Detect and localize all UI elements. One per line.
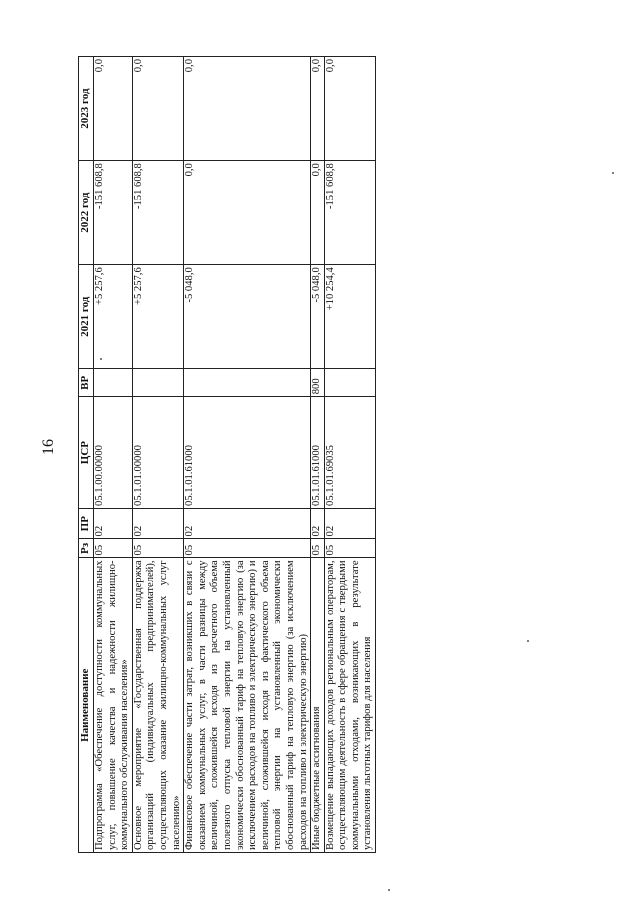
row-rz: 05: [184, 539, 311, 558]
page-number: 16: [40, 439, 57, 455]
row-2022: 0,0: [184, 161, 311, 265]
row-vr: [132, 369, 183, 397]
row-rz: 05: [311, 539, 325, 558]
row-rz: 05: [324, 539, 375, 558]
row-2021: -5 048,0: [311, 265, 325, 369]
row-vr: [184, 369, 311, 397]
row-pr: 02: [324, 508, 375, 538]
row-2023: 0,0: [132, 57, 183, 161]
header-rz: Рз: [79, 539, 94, 558]
row-name: Иные бюджетные ассигнования: [311, 558, 325, 853]
row-2021: -5 048,0: [184, 265, 311, 369]
row-pr: 02: [311, 508, 325, 538]
rotated-table-wrapper: [78, 56, 589, 853]
row-csr: 05.1.01.61000: [184, 397, 311, 509]
scan-speck: [100, 358, 102, 360]
row-csr: 05.1.01.69035: [324, 397, 375, 509]
row-vr: [94, 369, 133, 397]
table-row: [94, 57, 133, 853]
row-name: Подпрограмма «Обеспечение доступности коммунальных услуг, повышение качества и надежности жилищно-коммунального обслуживания населения»: [94, 558, 133, 853]
header-csr: ЦСР: [79, 397, 94, 509]
row-pr: 02: [184, 508, 311, 538]
row-name: Финансовое обеспечение части затрат, возникших в связи с оказанием коммунальных услуг, в части разницы между величиной, сложившейся исходя из расчетного объема полезного отпуска тепловой энергии на установленный экономически обоснованный тариф на тепловую энергию (за исключением расходов на топливо и электрическую энергию) и величиной, сложившейся исходя из фактического объема тепловой энергии на установленный экономически обоснованный тариф на тепловую энергию (за исключением расходов на топливо и электрическую энергию): [184, 558, 311, 853]
row-csr: 05.1.00.00000: [94, 397, 133, 509]
table-row: [132, 57, 183, 853]
row-csr: 05.1.01.61000: [311, 397, 325, 509]
scan-speck: [527, 640, 529, 642]
row-2022: -151 608,8: [132, 161, 183, 265]
row-2023: 0,0: [184, 57, 311, 161]
table-header-row: [79, 57, 94, 853]
row-vr: 800: [311, 369, 325, 397]
row-name: Основное мероприятие «Государственная поддержка организаций (индивидуальных предпринимателей), осуществляющих оказание жилищно-коммунальных услуг населению»: [132, 558, 183, 853]
table-row: [311, 57, 325, 853]
row-pr: 02: [94, 508, 133, 538]
row-2021: +10 254,4: [324, 265, 375, 369]
row-vr: [324, 369, 375, 397]
table-row: [324, 57, 375, 853]
header-2022: 2022 год: [79, 161, 94, 265]
scan-speck: [612, 172, 614, 174]
row-2021: +5 257,6: [132, 265, 183, 369]
header-2023: 2023 год: [79, 57, 94, 161]
budget-table: [78, 56, 376, 853]
header-pr: ПР: [79, 508, 94, 538]
row-rz: 05: [94, 539, 133, 558]
row-2022: -151 608,8: [324, 161, 375, 265]
row-name: Возмещение выпадающих доходов региональным операторам, осуществляющим деятельность в сфере обращения с твердыми коммунальными отходами, возникающих в результате установления льготных тарифов для населения: [324, 558, 375, 853]
row-2022: -151 608,8: [94, 161, 133, 265]
row-2022: 0,0: [311, 161, 325, 265]
header-vr: ВР: [79, 369, 94, 397]
row-csr: 05.1.01.00000: [132, 397, 183, 509]
row-pr: 02: [132, 508, 183, 538]
table-row: [184, 57, 311, 853]
row-2023: 0,0: [94, 57, 133, 161]
row-2023: 0,0: [311, 57, 325, 161]
row-2021: +5 257,6: [94, 265, 133, 369]
row-rz: 05: [132, 539, 183, 558]
scan-speck: [388, 889, 390, 891]
row-2023: 0,0: [324, 57, 375, 161]
header-name: Наименование: [79, 558, 94, 853]
header-2021: 2021 год: [79, 265, 94, 369]
